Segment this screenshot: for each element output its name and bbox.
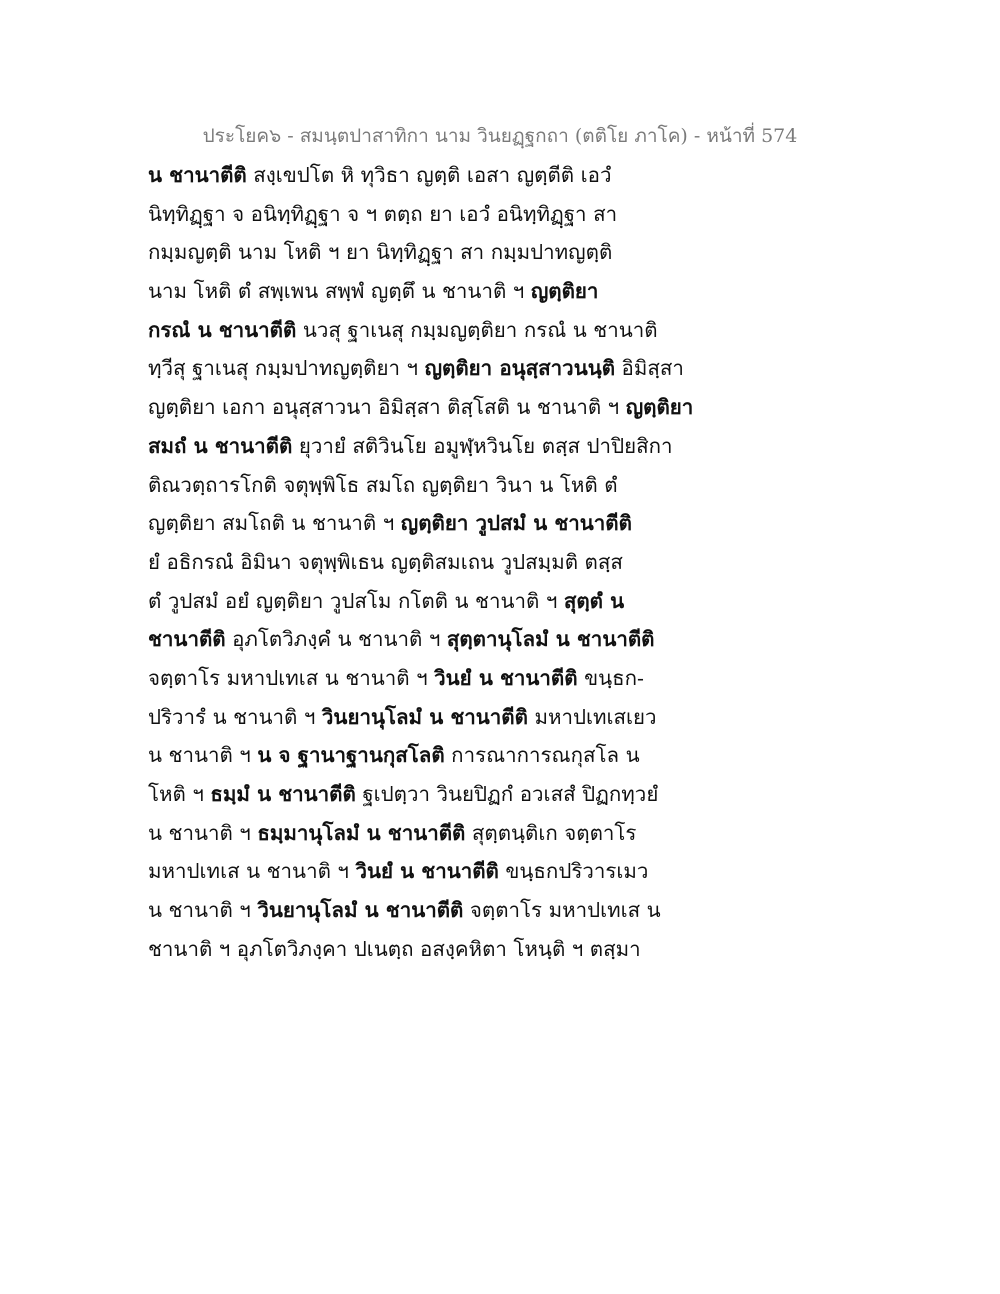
text-line	[148, 195, 848, 234]
text-segment: ขนฺธกปริวารเมว	[498, 859, 649, 884]
text-segment: ปริวารํ น ชานาติ ฯ	[148, 704, 322, 729]
text-segment: สุตฺตนฺติเก จตฺตาโร	[465, 820, 637, 845]
text-segment: ฐเปตฺวา วินยปิฏกํ อวเสสํ ปิฏกทฺวยํ	[355, 782, 659, 806]
text-line	[148, 233, 848, 272]
text-segment: มหาปเทเส น ชานาติ ฯ	[148, 859, 356, 884]
text-segment: นาม โหติ ตํ สพฺเพน สพฺพํ ญตฺตึ น ชานาติ ฯ	[148, 279, 531, 304]
text-segment: ยํ อธิกรณํ อิมินา จตุพฺพิเธน ญตฺติสมเถน วูปสมฺมติ ตสฺส	[148, 549, 623, 574]
text-line	[148, 543, 848, 582]
text-segment: ญตฺติยา สมโถติ น ชานาติ ฯ	[148, 511, 401, 536]
bold-term: วินยานุโลมํ น ชานาตีติ	[321, 704, 528, 729]
text-line	[148, 582, 848, 621]
text-segment: สงฺเขปโต หิ ทุวิธา ญตฺติ เอสา ญตฺตีติ เอวํ	[246, 163, 612, 187]
bold-term: กรณํ น ชานาตีติ	[148, 317, 297, 342]
text-segment: ญตฺติยา เอกา อนุสฺสาวนา อิมิสฺสา ติสฺโสติ น ชานาติ ฯ	[148, 395, 626, 420]
text-segment: น ชานาติ ฯ	[148, 898, 258, 923]
bold-term: ชานาตีติ	[148, 627, 226, 652]
bold-term: ธมฺมํ น ชานาตีติ	[210, 782, 356, 806]
text-line	[148, 427, 848, 466]
text-segment: จตฺตาโร มหาปเทเส น	[463, 898, 661, 923]
text-segment: อิมิสฺสา	[615, 356, 684, 381]
text-segment: ชานาติ ฯ อุภโตวิภงฺคา ปเนตฺถ อสงฺคหิตา โหนฺติ ฯ ตสฺมา	[148, 936, 641, 961]
text-segment: ขนฺธก-	[577, 665, 644, 690]
text-segment: ติณวตฺถารโกติ จตุพฺพิโธ สมโถ ญตฺติยา วินา น โหติ ตํ	[148, 472, 618, 497]
bold-term: สมถํ น ชานาตีติ	[148, 433, 293, 458]
text-segment: อุภโตวิภงฺคํ น ชานาติ ฯ	[225, 627, 447, 652]
text-segment: มหาปเทเสเยว	[527, 704, 657, 729]
text-segment: การณาการณกุสโล น	[444, 743, 640, 768]
text-line	[148, 466, 848, 505]
text-line	[148, 504, 848, 543]
text-segment: นวสุ ฐาเนสุ กมฺมญตฺติยา กรณํ น ชานาติ	[296, 317, 658, 342]
text-line	[148, 814, 848, 853]
text-line	[148, 272, 848, 311]
text-line	[148, 891, 848, 930]
bold-term: วินยํ น ชานาตีติ	[355, 859, 499, 884]
text-segment: น ชานาติ ฯ	[148, 743, 258, 768]
bold-term: น จ ฐานาฐานกุสโลติ	[257, 743, 445, 768]
bold-term: ญตฺติยา	[625, 395, 694, 420]
text-segment: โหติ ฯ	[148, 782, 211, 806]
text-line	[148, 852, 848, 891]
bold-term: วินยานุโลมํ น ชานาตีติ	[257, 898, 464, 923]
body-text	[148, 156, 848, 968]
text-segment: ยุวายํ สติวินโย อมูฬฺหวินโย ตสฺส ปาปิยสิกา	[292, 433, 673, 458]
bold-term: น ชานาตีติ	[148, 163, 247, 187]
bold-term: สุตฺตํ น	[563, 588, 625, 613]
text-segment: น ชานาติ ฯ	[148, 820, 258, 845]
text-segment: กมฺมญตฺติ นาม โหติ ฯ ยา นิทฺทิฏฺฐา สา กมฺมปาทญตฺติ	[148, 240, 613, 265]
text-line	[148, 659, 848, 698]
bold-term: ญตฺติยา อนุสฺสาวนนฺติ	[424, 356, 616, 381]
text-segment: นิทฺทิฏฺฐา จ อนิทฺทิฏฺฐา จ ฯ ตตฺถ ยา เอวํ อนิทฺทิฏฺฐา สา	[148, 201, 618, 226]
text-line	[148, 736, 848, 775]
bold-term: สุตฺตานุโลมํ น ชานาตีติ	[446, 627, 655, 652]
text-line	[148, 775, 848, 814]
bold-term: ญตฺติยา	[530, 279, 599, 304]
bold-term: วินยํ น ชานาตีติ	[434, 665, 578, 690]
page-header: ประโยค๖ - สมนฺตปาสาทิกา นาม วินยฏฺฐกถา (ตติโย ภาโค) - หน้าที่ 574	[202, 125, 798, 147]
text-segment: ตํ วูปสมํ อยํ ญตฺติยา วูปสโม กโตติ น ชานาติ ฯ	[148, 588, 564, 613]
text-line	[148, 620, 848, 659]
text-line	[148, 311, 848, 350]
text-segment: ทฺวีสุ ฐาเนสุ กมฺมปาทญตฺติยา ฯ	[148, 356, 425, 381]
text-line	[148, 156, 848, 195]
text-segment: จตฺตาโร มหาปเทเส น ชานาติ ฯ	[148, 665, 435, 690]
text-line	[148, 388, 848, 427]
bold-term: ญตฺติยา วูปสมํ น ชานาตีติ	[400, 511, 632, 536]
text-line	[148, 930, 848, 969]
bold-term: ธมฺมานุโลมํ น ชานาตีติ	[257, 820, 466, 845]
text-line	[148, 349, 848, 388]
text-line	[148, 698, 848, 737]
